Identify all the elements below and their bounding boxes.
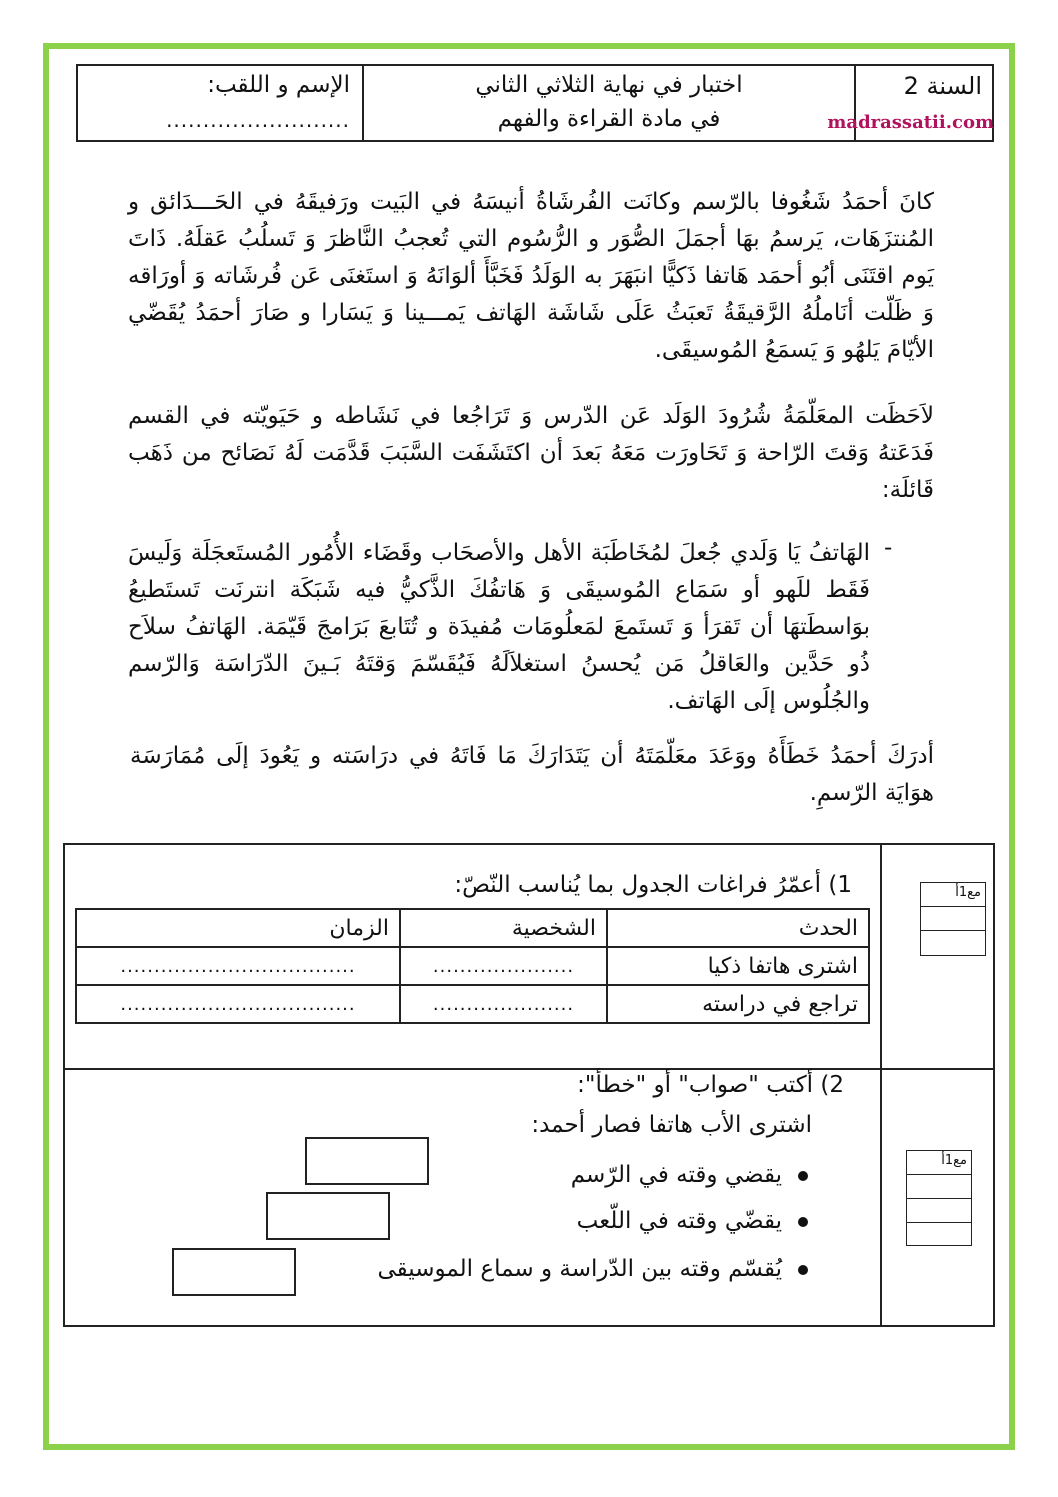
q2-score-box (906, 1150, 972, 1246)
character-blank[interactable]: ..................... (400, 947, 607, 985)
q1-score-cell[interactable] (921, 907, 985, 931)
col-header-character: الشخصية (400, 909, 607, 947)
paragraph-2: لاَحَظَت المعَلّمَةُ شُرُودَ الوَلَد عَن الدّرس وَ تَرَاجُعا في نَشَاطه و حَيَويّته في القسم فَدَعَتهُ وَقتَ الرّاحة وَ تَحَاورَت مَعَهُ بَعدَ أن اكتَشَفَت السَّبَبَ قَدَّمَت لَهُ نَصَائح من ذَهَب قَائلَة: (128, 403, 934, 503)
list-item (377, 1256, 808, 1282)
answer-box[interactable] (305, 1137, 429, 1185)
paragraph-1: كانَ أحمَدُ شَغُوفا بالرّسم وكانَت الفُرشَاةُ أنيسَهُ في البَيت ورَفيقَهُ في الحَـــدَائق و المُنتزَهَات، يَرسمُ بهَا أجمَلَ الصُّوَر و الرُّسُوم التي تُعجبُ النَّاظرَ وَ تَسلُبُ عَقلَهُ. ذَاتَ يَوم اقتَنَى أبُو أحمَد هَاتفا ذَكيًّا انبَهَرَ به الوَلَدُ فَخَبَّأَ ألوَانَهُ وَ استَغنَى عَن فُرشَاته وَ أورَاقه وَ ظَلّت أنَاملُهُ الرَّقيقَةُ تَعبَثُ عَلَى شَاشَة الهَاتف يَمـــينا وَ يَسَارا و صَارَ أحمَدُ يُقَضّي الأيّامَ يَلهُو وَ يَسمَعُ المُوسيقَى. (128, 189, 934, 363)
statement-text: يُقسّم وقته بين الدّراسة و سماع الموسيقى (377, 1256, 782, 1282)
answer-box[interactable] (266, 1192, 390, 1240)
time-blank[interactable]: ................................... (76, 947, 400, 985)
q2-score-cell[interactable] (907, 1175, 971, 1199)
bullet-icon (798, 1217, 808, 1227)
exam-header (76, 64, 994, 142)
exam-title: اختبار في نهاية الثلاثي الثاني (475, 72, 743, 98)
q2-score-cell[interactable] (907, 1223, 971, 1247)
score-column-divider (880, 843, 882, 1327)
col-header-event: الحدث (607, 909, 869, 947)
title-cell (362, 66, 854, 140)
col-header-time: الزمان (76, 909, 400, 947)
event-cell: تراجع في دراسته (607, 985, 869, 1023)
quote-dash: - (884, 535, 893, 561)
paragraph-4: أدرَكَ أحمَدُ خَطَأَهُ ووَعَدَ معَلّمَتَهُ أن يَتَدَارَكَ مَا فَاتَهُ في درَاسَته و يَعُودَ إلَى مُمَارَسَة هوَايَة الرّسمِ. (130, 743, 934, 806)
q1-title: 1) أعمّرُ فراغات الجدول بما يُناسب النّصّ: (454, 872, 852, 898)
answer-box[interactable] (172, 1248, 296, 1296)
bullet-icon (798, 1171, 808, 1181)
bullet-icon (798, 1265, 808, 1275)
name-cell (76, 66, 362, 140)
paragraph-3-quote: الهَاتفُ يَا وَلَدي جُعلَ لمُخَاطَبَة الأهل والأصحَاب وقَضَاء الأُمُور المُستَعجَلَة وَلَيسَ فَقَط للَهو أو سَمَاع المُوسيقَى وَ هَاتفُكَ الذَّكيُّ فيه شَبَكَة انترنَت تَستَطيعُ بوَاسطَتهَا أن تَقرَأ وَ تَستَمعَ لمَعلُومَات مُفيدَة و تُتَابعَ بَرَامجَ قَيّمَة. الهَاتفُ سلاَح ذُو حَدَّين والعَاقلُ مَن يُحسنُ استغلاَلَهُ فَيُقَسّمَ وَقتَهُ بَـينَ الدّرَاسَة وَالرّسم والجُلُوس إلَى الهَاتف. (128, 540, 870, 714)
q2-stem: اشترى الأب هاتفا فصار أحمد: (531, 1112, 812, 1138)
table-header-row (76, 909, 869, 947)
name-label: الإسم و اللقب: (207, 72, 350, 98)
year-cell (827, 66, 994, 140)
q2-score-cell[interactable] (907, 1199, 971, 1223)
statement-text: يقضي وقته في الرّسم (570, 1162, 782, 1188)
q1-score-cell[interactable] (921, 931, 985, 955)
event-cell: اشترى هاتفا ذكيا (607, 947, 869, 985)
time-blank[interactable]: ................................... (76, 985, 400, 1023)
list-item (571, 1162, 808, 1188)
table-row (76, 947, 869, 985)
list-item (577, 1208, 808, 1234)
q1-score-box (920, 882, 986, 956)
question-divider (63, 1068, 995, 1070)
name-field[interactable]: ......................... (166, 108, 350, 132)
year-label: السنة 2 (903, 72, 982, 100)
q1-table (75, 908, 870, 1024)
q2-score-label: مع1أ (941, 1153, 967, 1168)
exam-subject: في مادة القراءة والفهم (497, 106, 721, 132)
statement-text: يقضّي وقته في اللّعب (576, 1208, 782, 1234)
q1-score-label: مع1أ (955, 885, 981, 900)
character-blank[interactable]: ..................... (400, 985, 607, 1023)
q2-title: 2) أكتب "صواب" أو "خطأ": (577, 1072, 844, 1098)
watermark: madrassatii.com (827, 112, 994, 133)
table-row (76, 985, 869, 1023)
